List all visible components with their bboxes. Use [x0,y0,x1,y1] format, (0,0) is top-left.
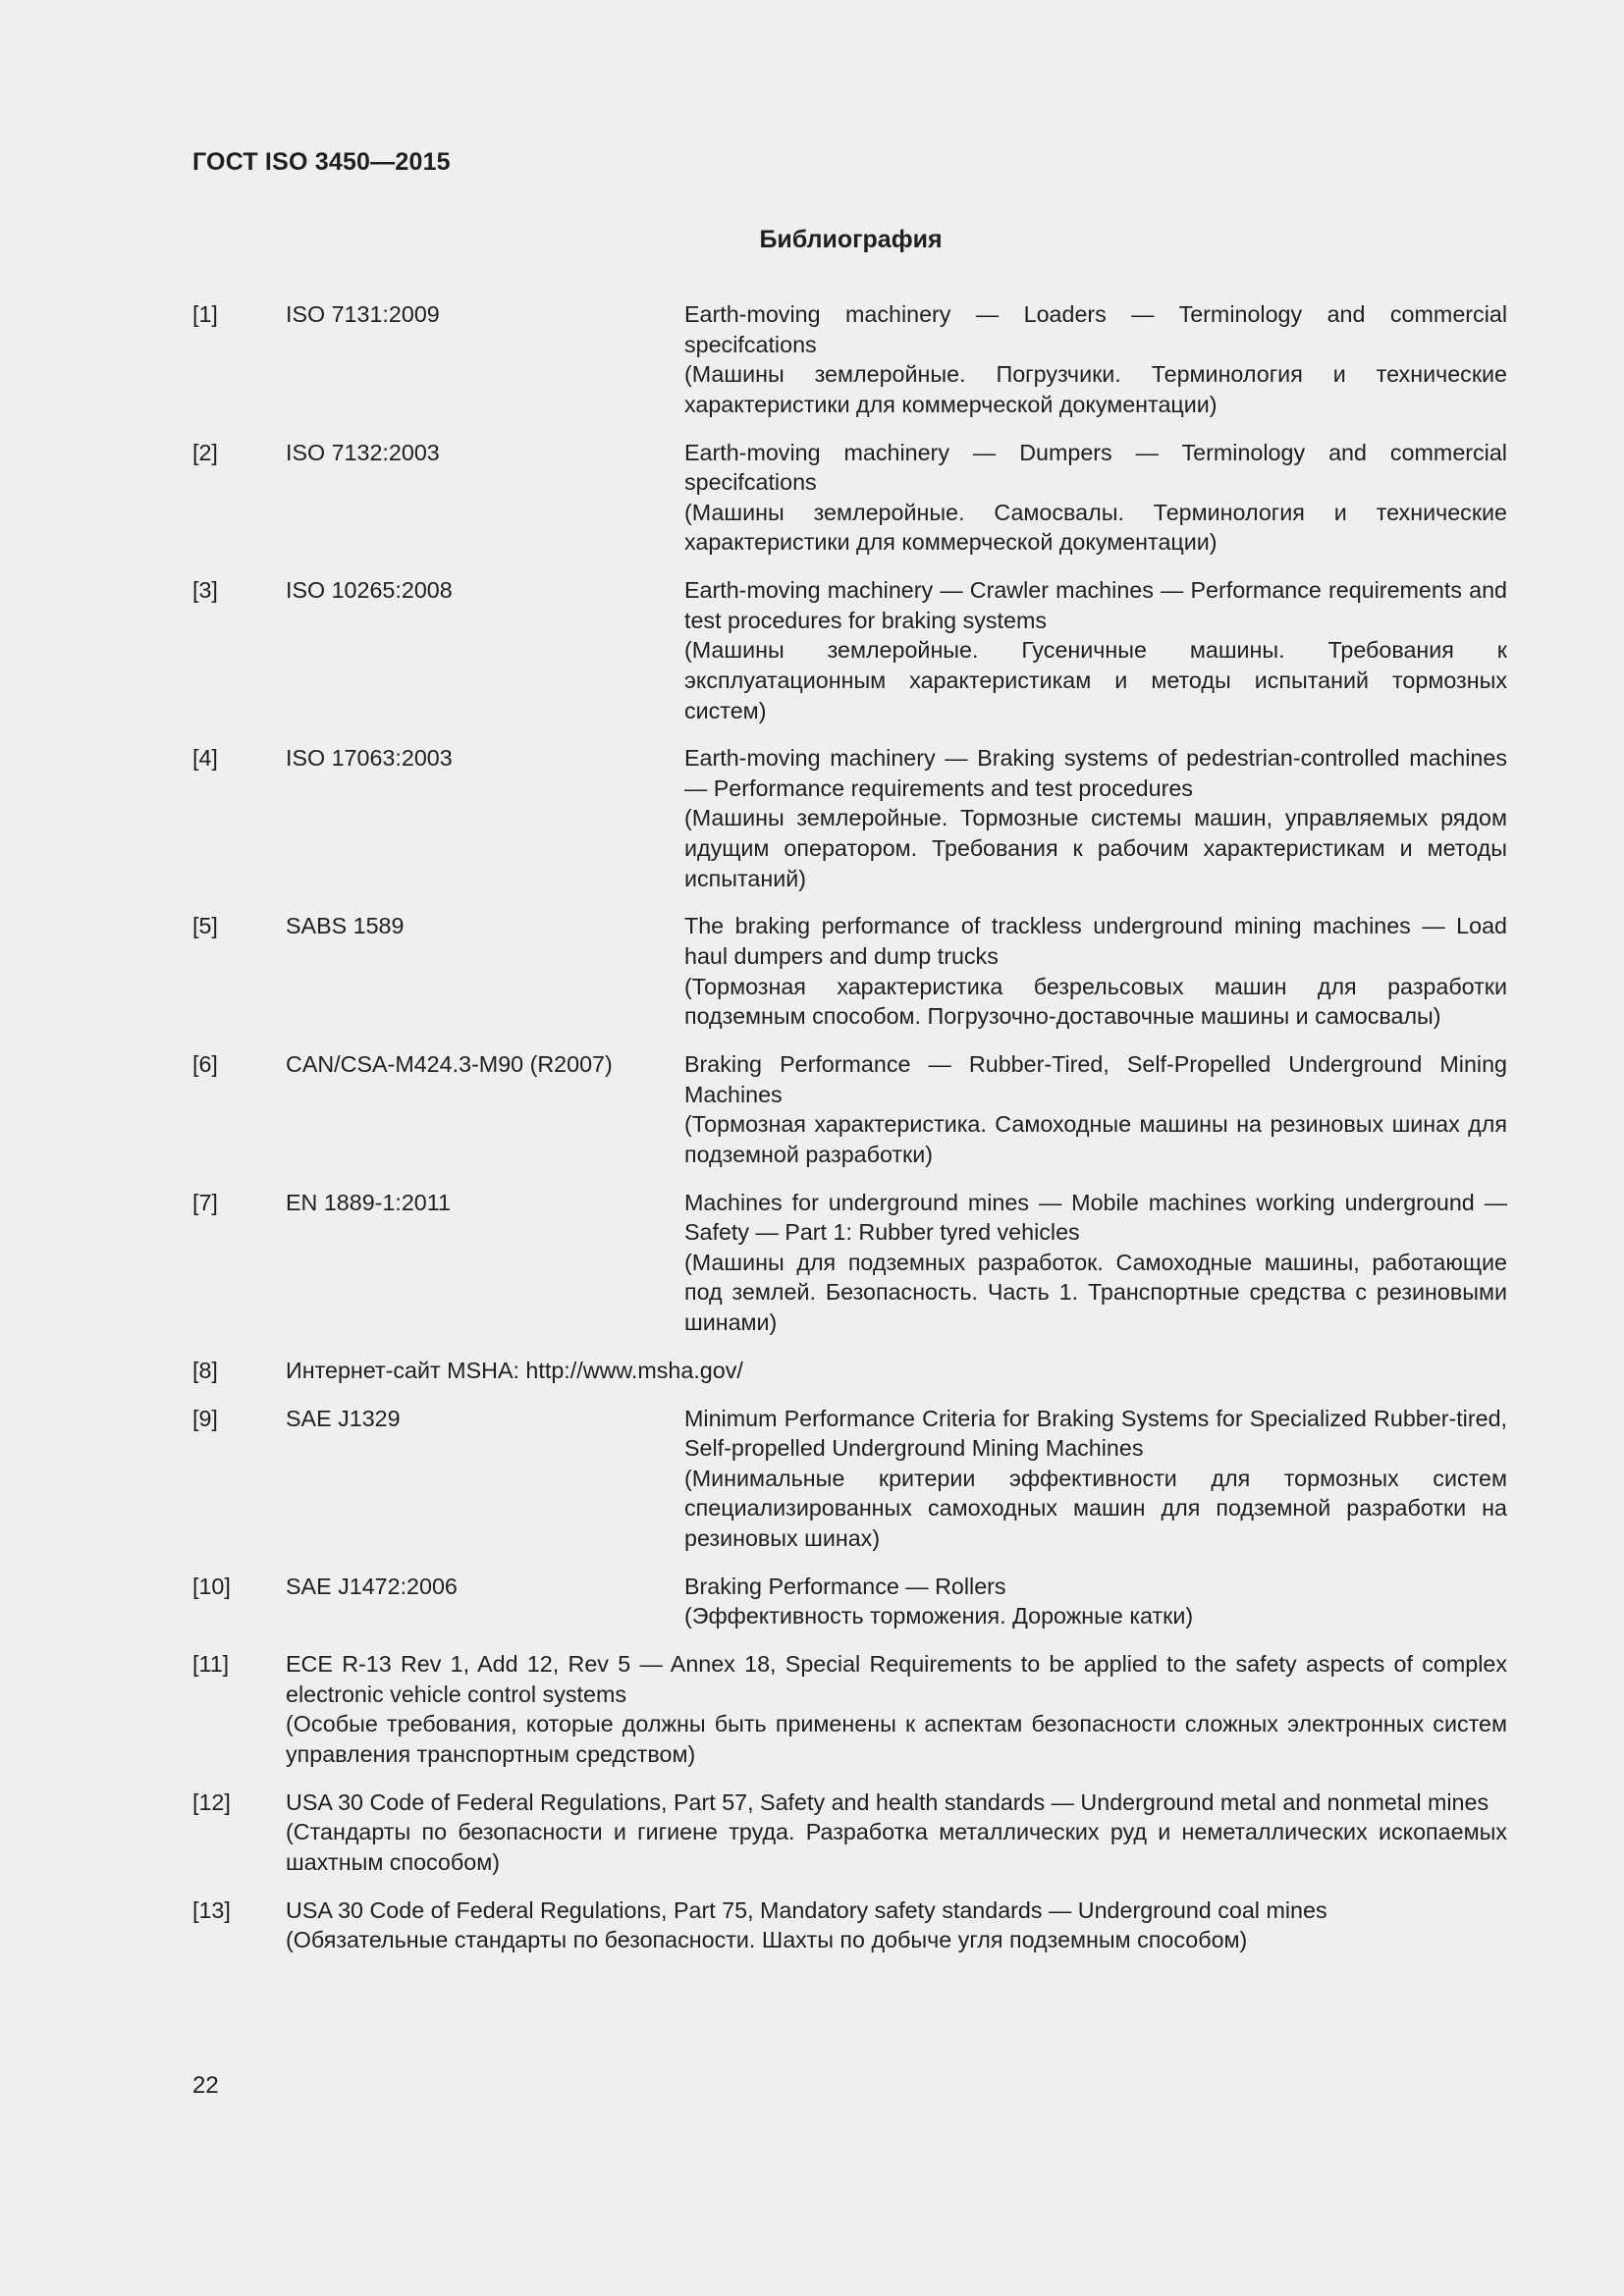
entry-title-ru: (Эффективность торможения. Дорожные катки) [684,1603,1194,1629]
bibliography-entry [192,299,1507,419]
entry-full-text: Интернет-сайт MSHA: http://www.msha.gov/ [286,1357,743,1383]
bibliography-entry [192,1404,1507,1554]
entry-code: SAE J1472:2006 [286,1573,458,1599]
entry-number: [9] [192,1405,218,1431]
entry-title-ru: (Минимальные критерии эффективности для тормозных систем специализированных самоходных машин для подземной разработки на резиновых шинах) [684,1465,1507,1551]
entry-title-ru: (Машины землеройные. Тормозные системы машин, управляемых рядом идущим оператором. Требования к рабочим характеристикам и методы испытаний) [684,805,1507,891]
entry-title-ru: (Особые требования, которые должны быть применены к аспектам безопасности сложных электронных систем управления транспортным средством) [286,1711,1507,1767]
entry-description [684,1188,1507,1338]
bibliography-entry [192,743,1507,893]
entry-title-en: USA 30 Code of Federal Regulations, Part 57, Safety and health standards — Underground metal and nonmetal mines [286,1789,1489,1815]
entry-title-en: ECE R-13 Rev 1, Add 12, Rev 5 — Annex 18, Special Requirements to be applied to the safety aspects of complex electronic vehicle control systems [286,1651,1507,1707]
page-number: 22 [192,2072,219,2099]
entry-description [684,1404,1507,1554]
entry-number: [4] [192,745,218,772]
entry-code: ISO 7131:2009 [286,301,440,327]
entry-title-ru: (Машины для подземных разработок. Самоходные машины, работающие под землей. Безопасность. Часть 1. Транспортные средства с резиновыми шинами) [684,1249,1507,1335]
entry-full-text [286,1788,1507,1878]
entry-title-en: Earth-moving machinery — Braking systems of pedestrian-controlled machines — Performance requirements and test procedures [684,745,1507,801]
entry-title-ru: (Тормозная характеристика. Самоходные машины на резиновых шинах для подземной разработки) [684,1111,1507,1167]
entry-description [684,911,1507,1031]
entry-title-en: Machines for underground mines — Mobile machines working underground — Safety — Part 1: Rubber tyred vehicles [684,1189,1507,1246]
entry-title-en: Earth-moving machinery — Loaders — Terminology and commercial specifcations [684,301,1507,357]
document-header: ГОСТ ISO 3450—2015 [192,148,451,176]
entry-number: [1] [192,301,218,327]
bibliography-entry [192,1572,1507,1631]
entry-code: ISO 10265:2008 [286,577,453,604]
entry-title-ru: (Обязательные стандарты по безопасности. Шахты по добыче угля подземным способом) [286,1927,1248,1953]
entry-title-en: Earth-moving machinery — Crawler machines — Performance requirements and test procedures for braking systems [684,577,1507,633]
entry-number: [2] [192,439,218,465]
entry-title-ru: (Машины землеройные. Гусеничные машины. Требования к эксплуатационным характеристикам и методы испытаний тормозных систем) [684,637,1507,723]
entry-title-en: Earth-moving machinery — Dumpers — Terminology and commercial specifcations [684,439,1507,496]
entry-title-en: Braking Performance — Rollers [684,1573,1006,1599]
entry-description [684,438,1507,558]
entry-description [684,1049,1507,1169]
entry-code: EN 1889-1:2011 [286,1189,451,1215]
entry-title-ru: (Машины землеройные. Погрузчики. Терминология и технические характеристики для коммерческой документации) [684,361,1507,417]
bibliography-entry [192,911,1507,1031]
bibliography-entry [192,1788,1507,1878]
bibliography-entry [192,1896,1507,1955]
entry-number: [5] [192,913,218,939]
entry-number: [11] [192,1651,230,1678]
entry-number: [13] [192,1896,231,1923]
entry-title-en: Braking Performance — Rubber-Tired, Self-Propelled Underground Mining Machines [684,1051,1507,1107]
entry-description [684,743,1507,893]
bibliography-entry [192,1188,1507,1338]
bibliography-entry [192,1049,1507,1169]
entry-title-en: The braking performance of trackless underground mining machines — Load haul dumpers and dump trucks [684,913,1507,970]
entry-full-text [286,1649,1507,1769]
entry-description [684,299,1507,419]
entry-code: ISO 17063:2003 [286,745,453,772]
bibliography-entry [192,438,1507,558]
entry-number: [7] [192,1189,218,1215]
section-title: Библиография [759,226,943,253]
bibliography-entry [192,1649,1507,1769]
entry-number: [10] [192,1573,231,1599]
entry-code: SABS 1589 [286,913,405,939]
bibliography-entry [192,575,1507,725]
entry-number: [3] [192,577,218,604]
entry-title-ru: (Стандарты по безопасности и гигиене труда. Разработка металлических руд и неметаллических ископаемых шахтным способом) [286,1819,1507,1875]
entry-title-en: Minimum Performance Criteria for Braking Systems for Specialized Rubber-tired, Self-propelled Underground Mining Machines [684,1405,1507,1462]
entry-number: [8] [192,1357,218,1383]
entry-code: CAN/CSA-M424.3-M90 (R2007) [286,1051,613,1077]
entry-number: [12] [192,1789,231,1815]
entry-description [684,575,1507,725]
entry-code: SAE J1329 [286,1405,401,1431]
entry-number: [6] [192,1051,218,1077]
entry-full-text [286,1896,1507,1955]
entry-code: ISO 7132:2003 [286,439,440,465]
entry-description [684,1572,1507,1631]
entry-title-en: USA 30 Code of Federal Regulations, Part 75, Mandatory safety standards — Underground coal mines [286,1896,1327,1923]
entry-title-ru: (Тормозная характеристика безрельсовых машин для разработки подземным способом. Погрузочно-доставочные машины и самосвалы) [684,973,1507,1030]
bibliography-list [192,299,1507,1973]
bibliography-entry [192,1356,1507,1386]
entry-title-ru: (Машины землеройные. Самосвалы. Терминология и технические характеристики для коммерческой документации) [684,499,1507,556]
